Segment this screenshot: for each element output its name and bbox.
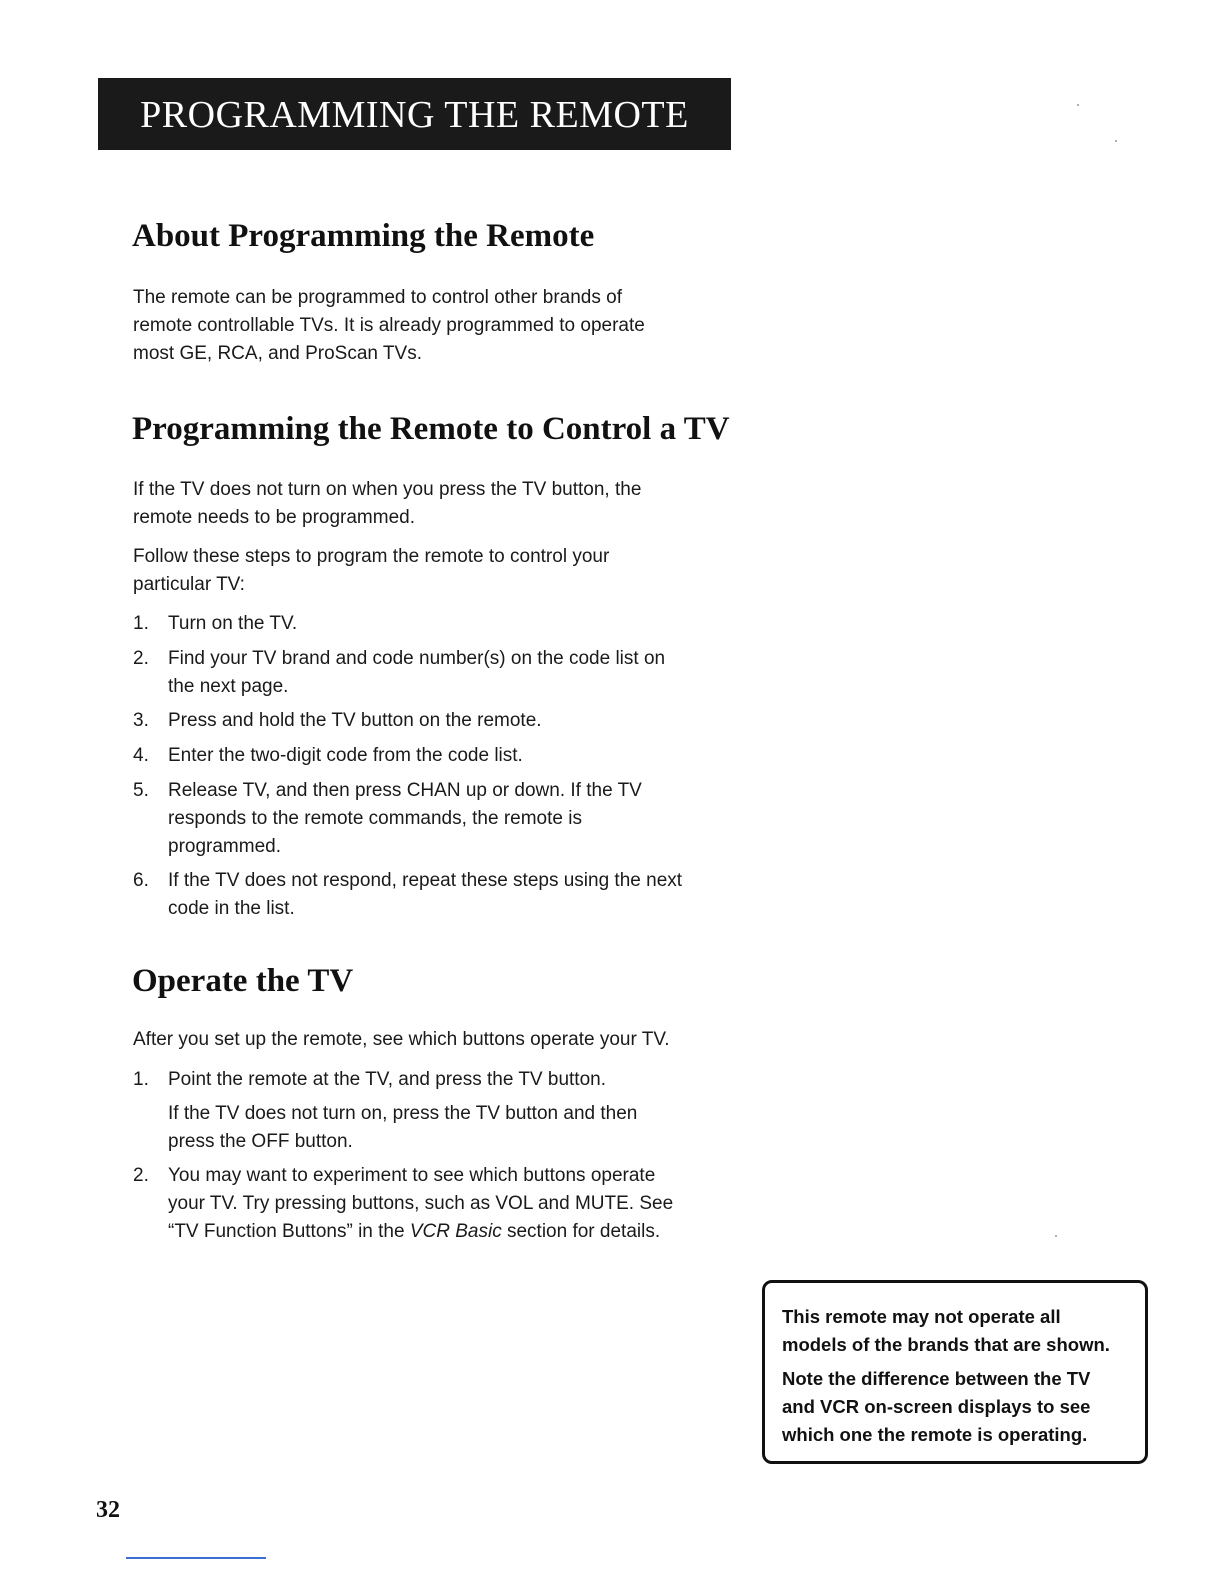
text-line: most GE, RCA, and ProScan TVs.	[133, 343, 422, 364]
text-line: If the TV does not respond, repeat these steps using the next	[168, 870, 683, 891]
text-line: models of the brands that are shown.	[782, 1334, 1110, 1355]
text-line: This remote may not operate all	[782, 1306, 1061, 1327]
text-line: remote needs to be programmed.	[133, 507, 415, 528]
banner-title: PROGRAMMING THE REMOTE	[140, 94, 689, 136]
step-number: 4.	[133, 745, 149, 766]
scan-speck	[1077, 104, 1079, 106]
note-box	[762, 1280, 1148, 1464]
text-line: Follow these steps to program the remote to control your	[133, 546, 610, 567]
text-run: “TV Function Buttons” in the	[168, 1221, 410, 1242]
vcr-basic-reference: VCR Basic	[409, 1221, 502, 1242]
text-line: and VCR on-screen displays to see	[782, 1396, 1091, 1417]
note-paragraph	[782, 1365, 1129, 1449]
step-text	[168, 867, 743, 923]
text-line: Release TV, and then press CHAN up or down. If the TV	[168, 780, 642, 801]
text-line: remote controllable TVs. It is already programmed to operate	[133, 315, 645, 336]
text-line: programmed.	[168, 836, 281, 857]
step-text: Point the remote at the TV, and press the TV button.	[168, 1069, 606, 1090]
step-number: 3.	[133, 710, 149, 731]
program-tv-paragraph-2	[133, 543, 733, 599]
step-sub-note	[168, 1100, 728, 1156]
operate-heading: Operate the TV	[132, 963, 354, 999]
step-number: 1.	[133, 1069, 149, 1090]
text-line: the next page.	[168, 676, 289, 697]
about-heading: About Programming the Remote	[132, 218, 595, 254]
program-tv-heading: Programming the Remote to Control a TV	[132, 411, 730, 447]
page-number: 32	[96, 1497, 120, 1523]
step-number: 1.	[133, 613, 149, 634]
text-line: The remote can be programmed to control other brands of	[133, 287, 622, 308]
text-line: Note the difference between the TV	[782, 1368, 1091, 1389]
text-line: If the TV does not turn on when you press the TV button, the	[133, 479, 642, 500]
text-line: press the OFF button.	[168, 1131, 353, 1152]
step-number: 2.	[133, 1165, 149, 1186]
text-line: If the TV does not turn on, press the TV button and then	[168, 1103, 638, 1124]
step-number: 2.	[133, 648, 149, 669]
text-run: section for details.	[501, 1221, 661, 1242]
footer-rule	[126, 1557, 266, 1559]
step-text	[168, 707, 743, 735]
text-line: which one the remote is operating.	[782, 1424, 1088, 1445]
step-text	[168, 645, 743, 701]
about-paragraph	[133, 284, 733, 368]
scan-speck	[1115, 140, 1117, 142]
text-line: Enter the two-digit code from the code list.	[168, 745, 523, 766]
text-line: responds to the remote commands, the remote is	[168, 808, 582, 829]
step-number: 5.	[133, 780, 149, 801]
step-text	[168, 777, 743, 861]
text-line: Find your TV brand and code number(s) on the code list on	[168, 648, 666, 669]
text-line: You may want to experiment to see which buttons operate	[168, 1165, 656, 1186]
text-line	[168, 1218, 743, 1246]
step-number: 6.	[133, 870, 149, 891]
scan-speck	[1055, 1235, 1057, 1237]
text-line: your TV. Try pressing buttons, such as VOL and MUTE. See	[168, 1193, 674, 1214]
step-text	[168, 742, 743, 770]
text-line: code in the list.	[168, 898, 295, 919]
note-paragraph	[782, 1303, 1129, 1359]
text-line: particular TV:	[133, 574, 245, 595]
operate-intro: After you set up the remote, see which buttons operate your TV.	[133, 1029, 670, 1050]
text-line: Press and hold the TV button on the remote.	[168, 710, 542, 731]
section-banner	[98, 78, 731, 150]
step-text	[168, 1162, 743, 1246]
step-text	[168, 610, 743, 638]
program-tv-paragraph-1	[133, 476, 733, 532]
text-line: Turn on the TV.	[168, 613, 298, 634]
